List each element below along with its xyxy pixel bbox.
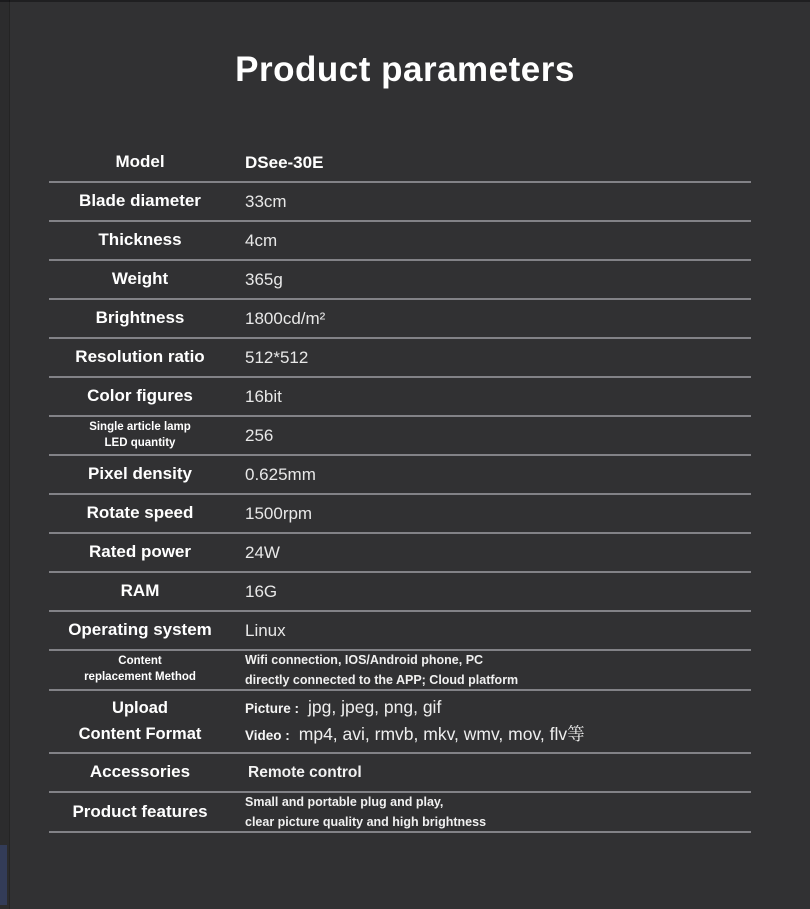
param-value: Small and portable plug and play, clear picture quality and high brightness bbox=[245, 795, 487, 829]
table-row bbox=[49, 651, 751, 691]
param-label: Product features bbox=[72, 801, 208, 821]
table-row bbox=[49, 378, 751, 417]
param-label: Rotate speed bbox=[86, 503, 194, 523]
param-value: 1800cd/m² bbox=[245, 308, 326, 328]
param-value: Wifi connection, IOS/Android phone, PC directly connected to the APP; Cloud platform bbox=[245, 653, 519, 687]
param-label: Accessories bbox=[89, 762, 191, 782]
param-label: Thickness bbox=[98, 230, 182, 250]
param-value: 1500rpm bbox=[245, 503, 313, 523]
value-prefix: Video : bbox=[245, 727, 290, 743]
param-value: DSee-30E bbox=[245, 152, 324, 172]
param-value: 512*512 bbox=[245, 347, 309, 367]
param-value: 365g bbox=[245, 269, 283, 289]
table-row bbox=[49, 612, 751, 651]
param-value: 33cm bbox=[245, 191, 287, 211]
param-label: Pixel density bbox=[88, 464, 192, 484]
param-label: Blade diameter bbox=[79, 191, 201, 211]
table-row bbox=[49, 417, 751, 456]
table-row bbox=[49, 793, 751, 833]
table-row bbox=[49, 261, 751, 300]
parameters-table bbox=[49, 144, 751, 833]
param-label: Weight bbox=[111, 269, 169, 289]
param-value: 16bit bbox=[245, 386, 282, 406]
left-edge-shadow bbox=[0, 0, 10, 909]
table-row bbox=[49, 456, 751, 495]
page-title: Product parameters bbox=[235, 50, 575, 89]
param-value: 0.625mm bbox=[245, 464, 316, 484]
param-label: Operating system bbox=[68, 620, 212, 640]
left-accent-bar bbox=[0, 845, 7, 905]
table-row bbox=[49, 495, 751, 534]
param-value: 4cm bbox=[245, 230, 278, 250]
table-row bbox=[49, 754, 751, 793]
param-label: Single article lamp LED quantity bbox=[89, 420, 191, 449]
param-label: Brightness bbox=[95, 308, 185, 328]
top-edge-shadow bbox=[0, 0, 810, 2]
param-value: 24W bbox=[245, 542, 280, 562]
param-label: RAM bbox=[120, 581, 160, 601]
table-row bbox=[49, 300, 751, 339]
param-value: Remote control bbox=[248, 763, 362, 781]
value-prefix: Picture : bbox=[245, 701, 300, 717]
param-label: Content replacement Method bbox=[84, 655, 196, 683]
table-row bbox=[49, 534, 751, 573]
param-label: Resolution ratio bbox=[75, 347, 205, 367]
table-row bbox=[49, 222, 751, 261]
table-row bbox=[49, 573, 751, 612]
table-row bbox=[49, 691, 751, 754]
param-value: 256 bbox=[245, 425, 274, 445]
table-row bbox=[49, 144, 751, 183]
param-label: Upload Content Format bbox=[78, 698, 202, 743]
table-row bbox=[49, 183, 751, 222]
table-row bbox=[49, 339, 751, 378]
param-value: Linux bbox=[245, 620, 286, 640]
param-label: Rated power bbox=[88, 542, 192, 562]
param-value: 16G bbox=[245, 581, 278, 601]
param-value: Picture : jpg, jpeg, png, gif Video : mp4, avi, rmvb, mkv, wmv, mov, flv等 bbox=[245, 697, 585, 744]
param-label: Model bbox=[115, 152, 165, 172]
param-label: Color figures bbox=[87, 386, 193, 406]
